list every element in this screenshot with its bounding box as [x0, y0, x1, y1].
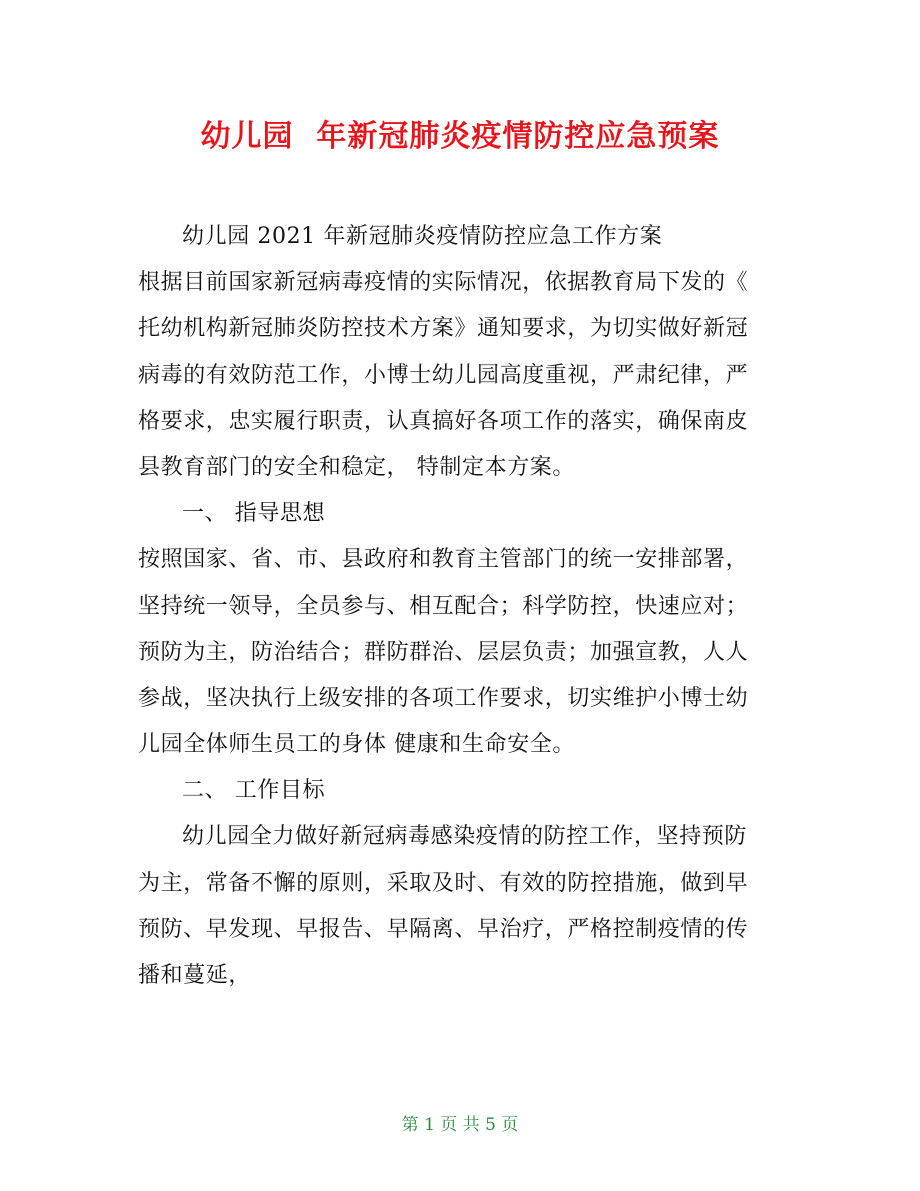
- paragraph-line: 病毒的有效防范工作，小博士幼儿园高度重视，严肃纪律，严: [138, 362, 749, 388]
- paragraph-line: 托幼机构新冠肺炎防控技术方案》通知要求，为切实做好新冠: [138, 316, 749, 342]
- paragraph-line: 预防为主，防治结合；群防群治、层层负责；加强宣教，人人: [138, 639, 749, 665]
- page-footer: 第 1 页 共 5 页: [401, 1115, 519, 1135]
- document-body: [138, 214, 798, 999]
- paragraph-line: 预防、早发现、早报告、早隔离、早治疗，严格控制疫情的传: [138, 916, 749, 942]
- paragraph-line: 坚持统一领导，全员参与、相互配合；科学防控，快速应对；: [138, 593, 749, 619]
- paragraph-line: 儿园全体师生员工的身体 健康和生命安全。: [138, 732, 575, 758]
- paragraph-line: 县教育部门的安全和稳定， 特制定本方案。: [138, 454, 575, 480]
- section-heading: 二、 工作目标: [182, 778, 326, 804]
- paragraph-line: 幼儿园全力做好新冠病毒感染疫情的防控工作，坚持预防: [182, 824, 748, 850]
- paragraph-line: 按照国家、省、市、县政府和教育主管部门的统一安排部署，: [138, 547, 749, 573]
- paragraph-line: 格要求，忠实履行职责，认真搞好各项工作的落实，确保南皮: [138, 408, 749, 434]
- paragraph-line: 根据目前国家新冠病毒疫情的实际情况，依据教育局下发的《: [138, 270, 749, 296]
- paragraph-line: 参战，坚决执行上级安排的各项工作要求，切实维护小博士幼: [138, 685, 749, 711]
- document-title: 幼儿园 年新冠肺炎疫情防控应急预案: [200, 119, 720, 154]
- paragraph-line: 为主，常备不懈的原则，采取及时、有效的防控措施，做到早: [138, 870, 749, 896]
- paragraph-line: 播和蔓延，: [138, 963, 252, 988]
- paragraph-line: 幼儿园 2021 年新冠肺炎疫情防控应急工作方案: [182, 224, 663, 249]
- section-heading: 一、 指导思想: [182, 501, 326, 527]
